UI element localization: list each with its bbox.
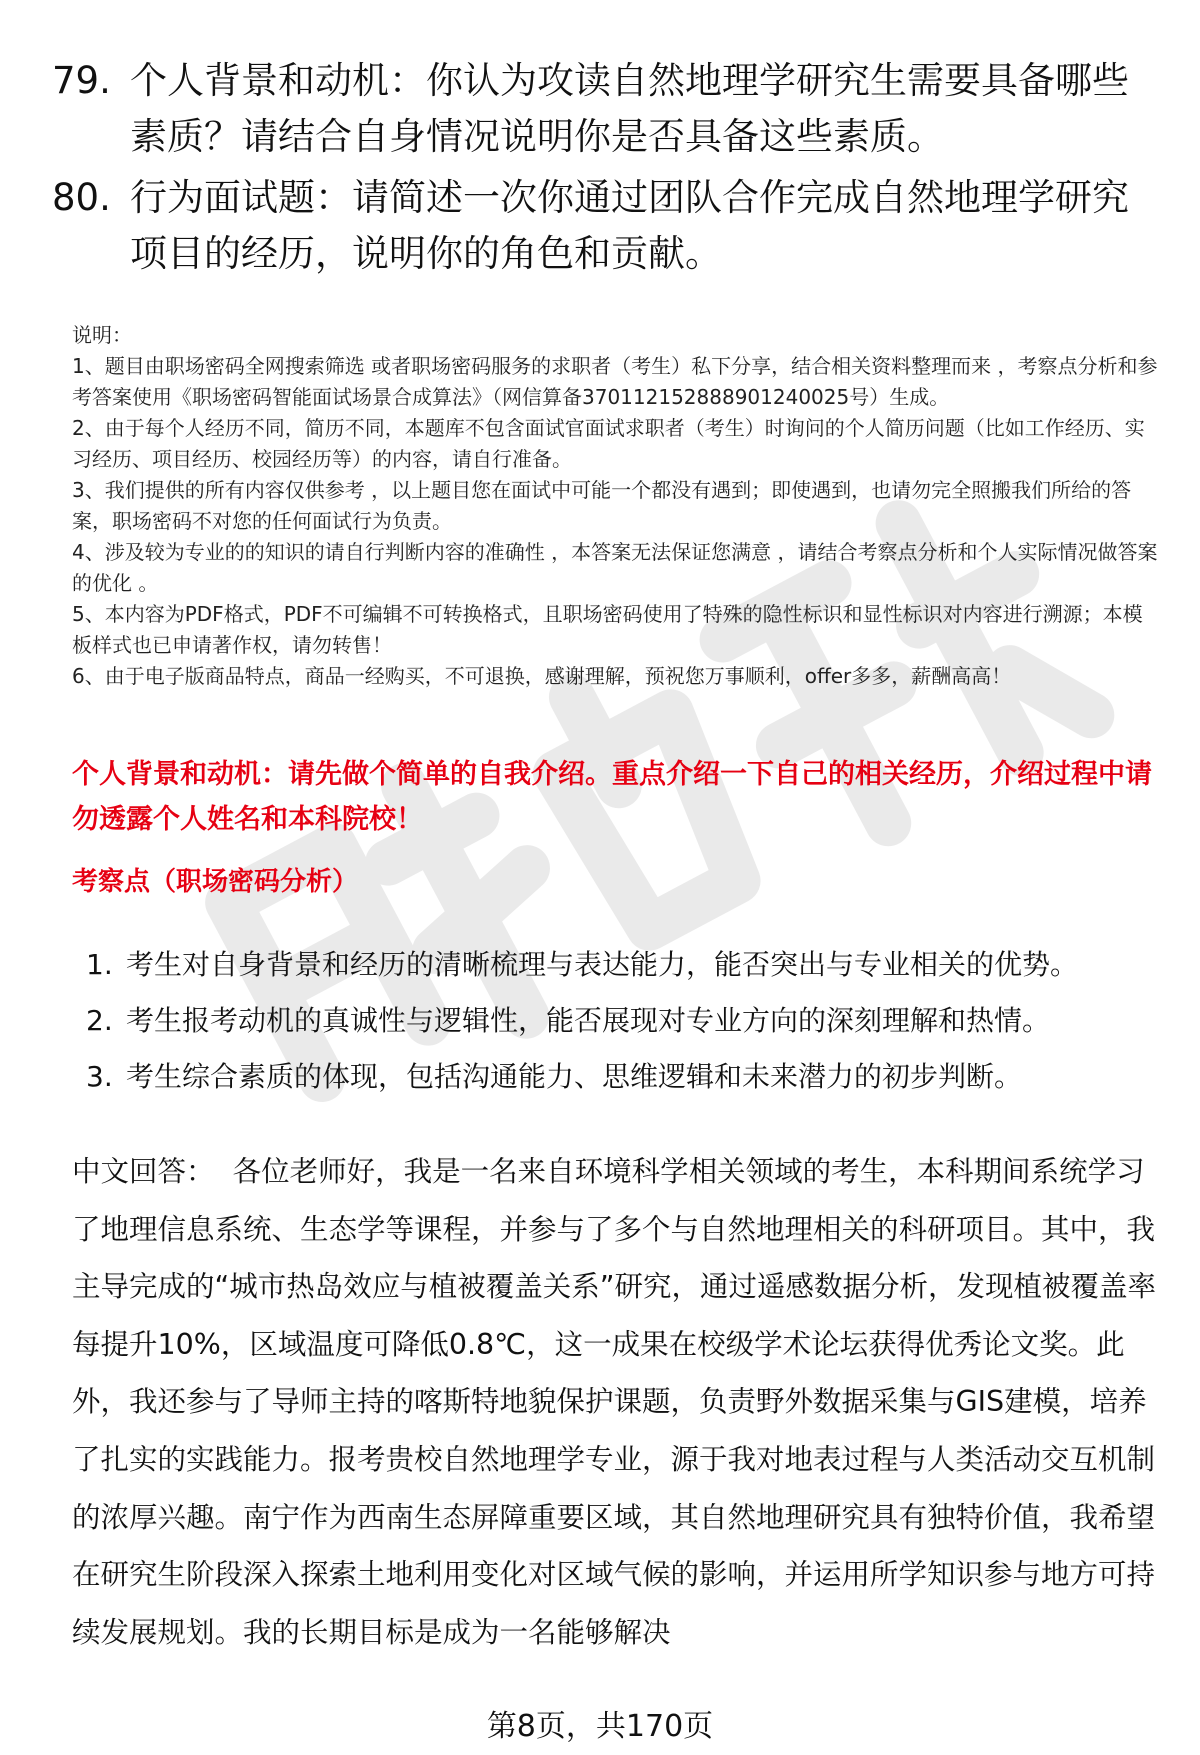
analysis-title: 考察点（职场密码分析）	[72, 867, 359, 897]
disclaimer-notes	[72, 320, 1162, 692]
list-item-number: 3.	[86, 1060, 113, 1093]
list-item-text: 考生综合素质的体现，包括沟通能力、思维逻辑和未来潜力的初步判断。	[126, 1060, 1023, 1093]
current-question-heading: 个人背景和动机：请先做个简单的自我介绍。重点介绍一下自己的相关经历，介绍过程中请勿透露个人姓名和本科院校！	[72, 759, 1152, 835]
answer-label: 中文回答：	[72, 1155, 215, 1188]
list-item-number: 1.	[86, 948, 113, 981]
note-item: 2、由于每个人经历不同，简历不同，本题库不包含面试官面试求职者（考生）时询问的个人简历问题（比如工作经历、实习经历、项目经历、校园经历等）的内容，请自行准备。	[72, 416, 1145, 471]
question-text: 行为面试题：请简述一次你通过团队合作完成自然地理学研究项目的经历，说明你的角色和贡献。	[130, 176, 1129, 275]
question-number: 80.	[52, 176, 111, 219]
answer-text: 各位老师好，我是一名来自环境科学相关领域的考生，本科期间系统学习了地理信息系统、生态学等课程，并参与了多个与自然地理相关的科研项目。其中，我主导完成的“城市热岛效应与植被覆盖关系”研究，通过遥感数据分析，发现植被覆盖率每提升10%，区域温度可降低0.8℃，这一成果在校级学术论坛获得优秀论文奖。此外，我还参与了导师主持的喀斯特地貌保护课题，负责野外数据采集与GIS建模，培养了扎实的实践能力。报考贵校自然地理学专业，源于我对地表过程与人类活动交互机制的浓厚兴趣。南宁作为西南生态屏障重要区域，其自然地理研究具有独特价值，我希望在研究生阶段深入探索土地利用变化对区域气候的影响，并运用所学知识参与地方可持续发展规划。我的长期目标是成为一名能够解决	[72, 1155, 1157, 1649]
note-item: 3、我们提供的所有内容仅供参考 ，以上题目您在面试中可能一个都没有遇到；即使遇到，也请勿完全照搬我们所给的答案，职场密码不对您的任何面试行为负责。	[72, 478, 1132, 533]
question-number: 79.	[52, 59, 111, 102]
list-item-text: 考生对自身背景和经历的清晰梳理与表达能力，能否突出与专业相关的优势。	[126, 948, 1079, 981]
note-item: 6、由于电子版商品特点，商品一经购买，不可退换，感谢理解，预祝您万事顺利，offer多多，薪酬高高！	[72, 664, 1012, 688]
note-item: 1、题目由职场密码全网搜索筛选 或者职场密码服务的求职者（考生）私下分享，结合相关资料整理而来 ，考察点分析和参考答案使用《职场密码智能面试场景合成算法》（网信算备370112152888901240025号）生成。	[72, 354, 1158, 409]
list-item	[86, 1052, 1166, 1108]
analysis-points	[86, 940, 1166, 1108]
list-item-number: 2.	[86, 1004, 113, 1037]
question-text: 个人背景和动机：你认为攻读自然地理学研究生需要具备哪些素质？请结合自身情况说明你是否具备这些素质。	[130, 59, 1129, 158]
list-item-text: 考生报考动机的真诚性与逻辑性，能否展现对专业方向的深刻理解和热情。	[126, 1004, 1051, 1037]
answer-paragraph	[72, 1143, 1162, 1661]
page-number: 第8页，共170页	[486, 1709, 714, 1744]
answer-section	[72, 1143, 1162, 1661]
note-item: 5、本内容为PDF格式，PDF不可编辑不可转换格式，且职场密码使用了特殊的隐性标识和显性标识对内容进行溯源；本模板样式也已申请著作权，请勿转售！	[72, 602, 1143, 657]
question-79	[52, 53, 1162, 165]
note-item: 4、涉及较为专业的的知识的请自行判断内容的准确性 ，本答案无法保证您满意 ，请结合考察点分析和个人实际情况做答案的优化 。	[72, 540, 1158, 595]
notes-heading: 说明：	[72, 323, 132, 347]
list-item	[86, 996, 1166, 1052]
question-80	[52, 170, 1162, 282]
list-item	[86, 940, 1166, 996]
